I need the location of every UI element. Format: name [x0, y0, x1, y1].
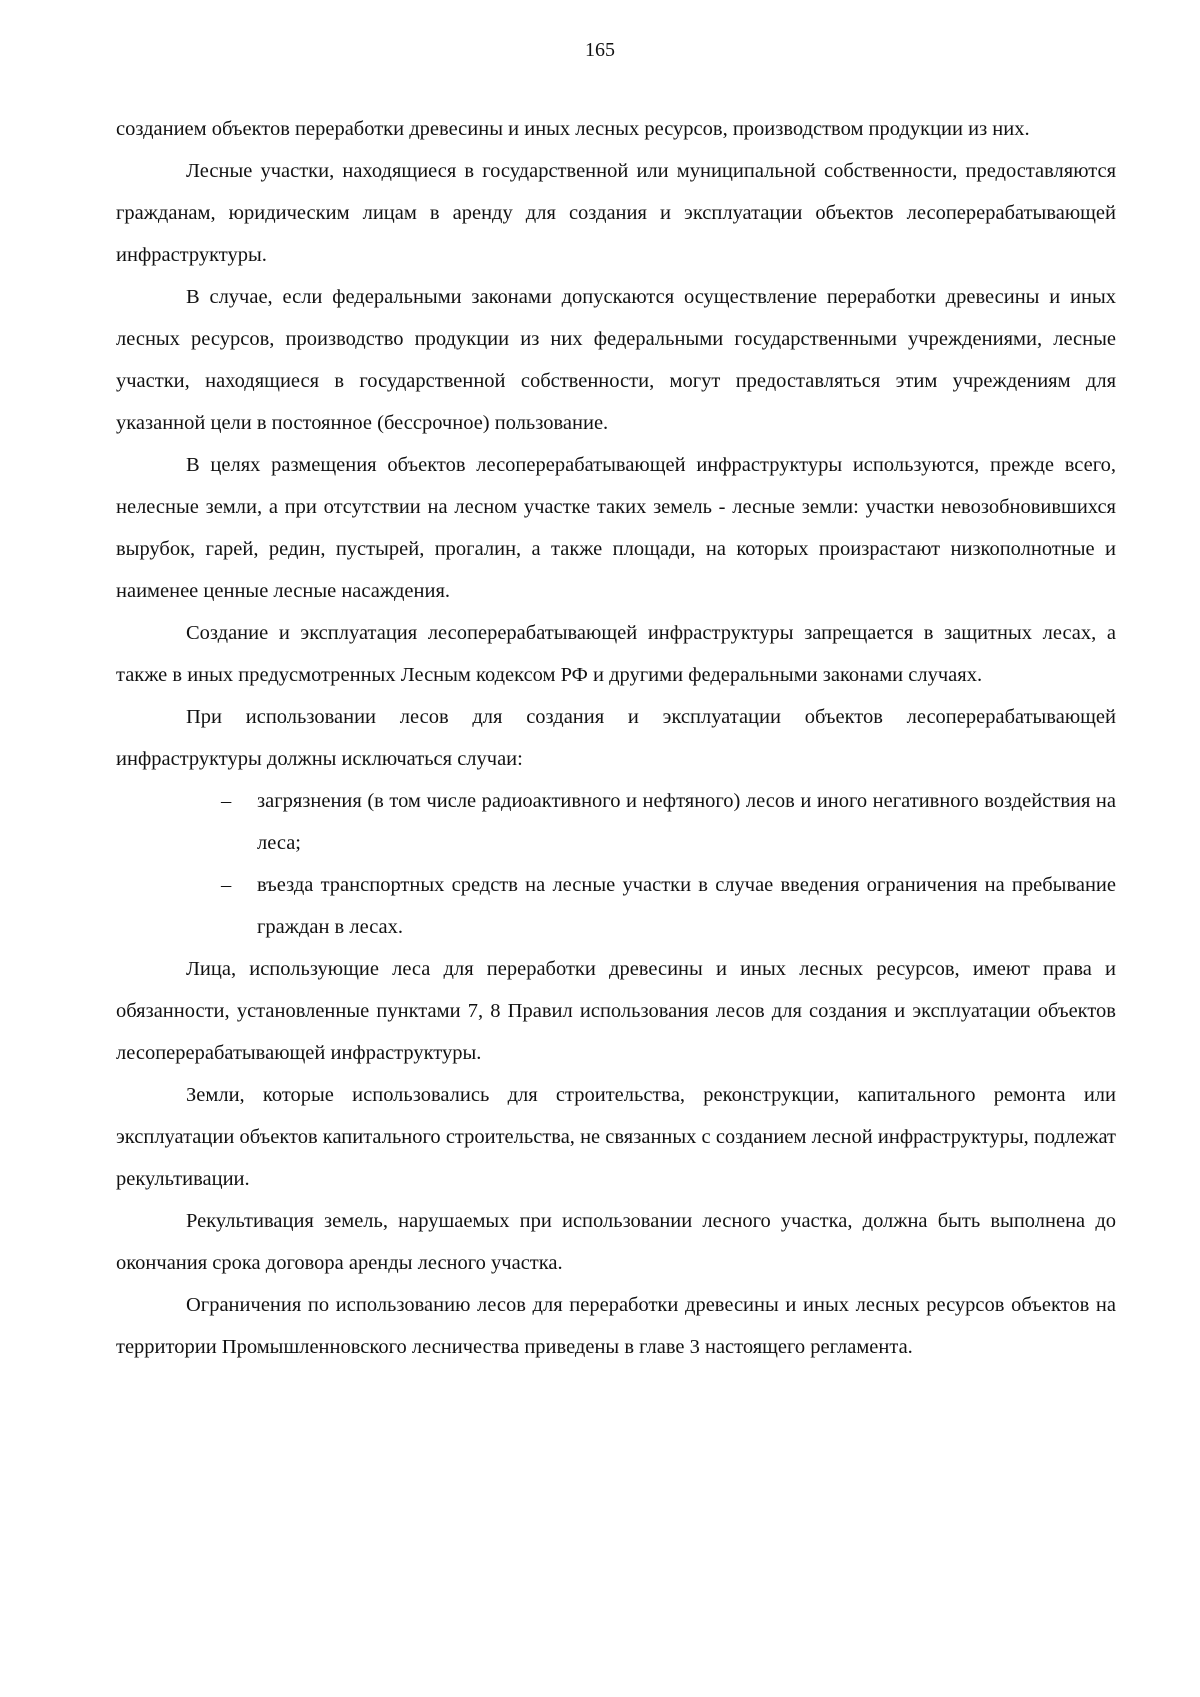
excluded-cases-list — [116, 780, 1116, 948]
dash-bullet: – — [221, 790, 232, 812]
paragraph-protective-forests: Создание и эксплуатация лесоперерабатывающей инфраструктуры запрещается в защитных лесах, а также в иных предусмотренных Лесным кодексом РФ и другими федеральными законами случаях. — [116, 622, 1116, 686]
paragraph-excluded-cases: При использовании лесов для создания и эксплуатации объектов лесоперерабатывающей инфраструктуры должны исключаться случаи: — [116, 706, 1116, 770]
paragraph-permanent-use: В случае, если федеральными законами допускаются осуществление переработки древесины и иных лесных ресурсов, производство продукции из них федеральными государственными учреждениями, лесные участки, находящиеся в государственной собственности, могут предоставляться этим учреждениям для указанной цели в постоянное (бессрочное) пользование. — [116, 286, 1116, 434]
list-item — [116, 864, 1116, 948]
paragraph-land-placement: В целях размещения объектов лесоперерабатывающей инфраструктуры используются, прежде всего, нелесные земли, а при отсутствии на лесном участке таких земель - лесные земли: участки невозобновившихся вырубок, гарей, редин, пустырей, прогалин, а также площади, на которых произрастают низкополнотные и наименее ценные лесные насаждения. — [116, 454, 1116, 602]
paragraph-rights-obligations: Лица, использующие леса для переработки древесины и иных лесных ресурсов, имеют права и обязанности, установленные пунктами 7, 8 Правил использования лесов для создания и эксплуатации объектов лесоперерабатывающей инфраструктуры. — [116, 958, 1116, 1064]
dash-bullet: – — [221, 874, 232, 896]
paragraph-recultivation-deadline: Рекультивация земель, нарушаемых при использовании лесного участка, должна быть выполнена до окончания срока договора аренды лесного участка. — [116, 1210, 1116, 1274]
list-item-text: въезда транспортных средств на лесные участки в случае введения ограничения на пребывание граждан в лесах. — [257, 874, 1116, 938]
document-body — [116, 108, 1116, 1368]
paragraph-continued: созданием объектов переработки древесины и иных лесных ресурсов, производством продукции из них. — [116, 118, 1030, 140]
paragraph-lease-provision: Лесные участки, находящиеся в государственной или муниципальной собственности, предоставляются гражданам, юридическим лицам в аренду для создания и эксплуатации объектов лесоперерабатывающей инфраструктуры. — [116, 160, 1116, 266]
list-item-text: загрязнения (в том числе радиоактивного и нефтяного) лесов и иного негативного воздействия на леса; — [257, 790, 1116, 854]
paragraph-restrictions-reference: Ограничения по использованию лесов для переработки древесины и иных лесных ресурсов объектов на территории Промышленновского лесничества приведены в главе 3 настоящего регламента. — [116, 1294, 1116, 1358]
paragraph-recultivation-lands: Земли, которые использовались для строительства, реконструкции, капитального ремонта или эксплуатации объектов капитального строительства, не связанных с созданием лесной инфраструктуры, подлежат рекультивации. — [116, 1084, 1116, 1190]
page-number: 165 — [585, 39, 615, 61]
list-item — [116, 780, 1116, 864]
